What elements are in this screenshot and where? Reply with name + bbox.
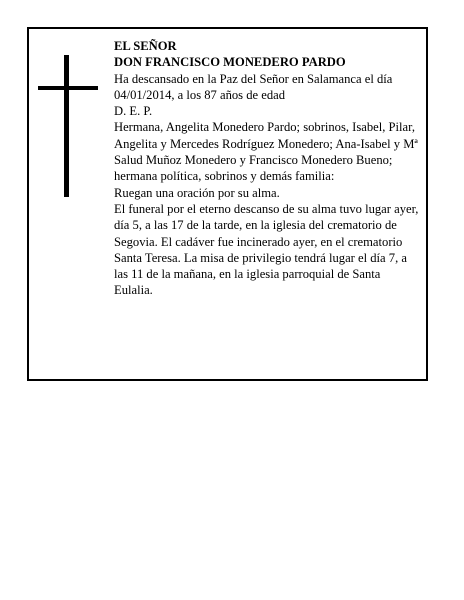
cross-horizontal-bar	[38, 86, 98, 90]
dep-line: D. E. P.	[114, 104, 153, 119]
family-list: Hermana, Angelita Monedero Pardo; sobrinos, Isabel, Pilar, Angelita y Mercedes Rodríguez Monedero; Ana-Isabel y Mª Salud Muñoz Monedero y Francisco Monedero Bueno; hermana política, sobrinos y demás familia:	[114, 120, 418, 184]
deceased-name: DON FRANCISCO MONEDERO PARDO	[114, 55, 346, 70]
title-line-1: EL SEÑOR	[114, 39, 177, 53]
prayer-request: Ruegan una oración por su alma.	[114, 185, 280, 200]
cross-vertical-bar	[64, 55, 69, 197]
obituary-text	[114, 38, 422, 299]
death-announcement: Ha descansado en la Paz del Señor en Salamanca el día 04/01/2014, a los 87 años de edad	[114, 71, 393, 102]
funeral-details: El funeral por el eterno descanso de su alma tuvo lugar ayer, día 5, a las 17 de la tarde, en la iglesia del crematorio de Segovia. El cadáver fue incinerado ayer, en el crematorio Santa Teresa. La misa de privilegio tendrá lugar el día 7, a las 11 de la mañana, en la iglesia parroquial de Santa Eulalia.	[114, 201, 419, 298]
cross-icon	[38, 55, 98, 197]
